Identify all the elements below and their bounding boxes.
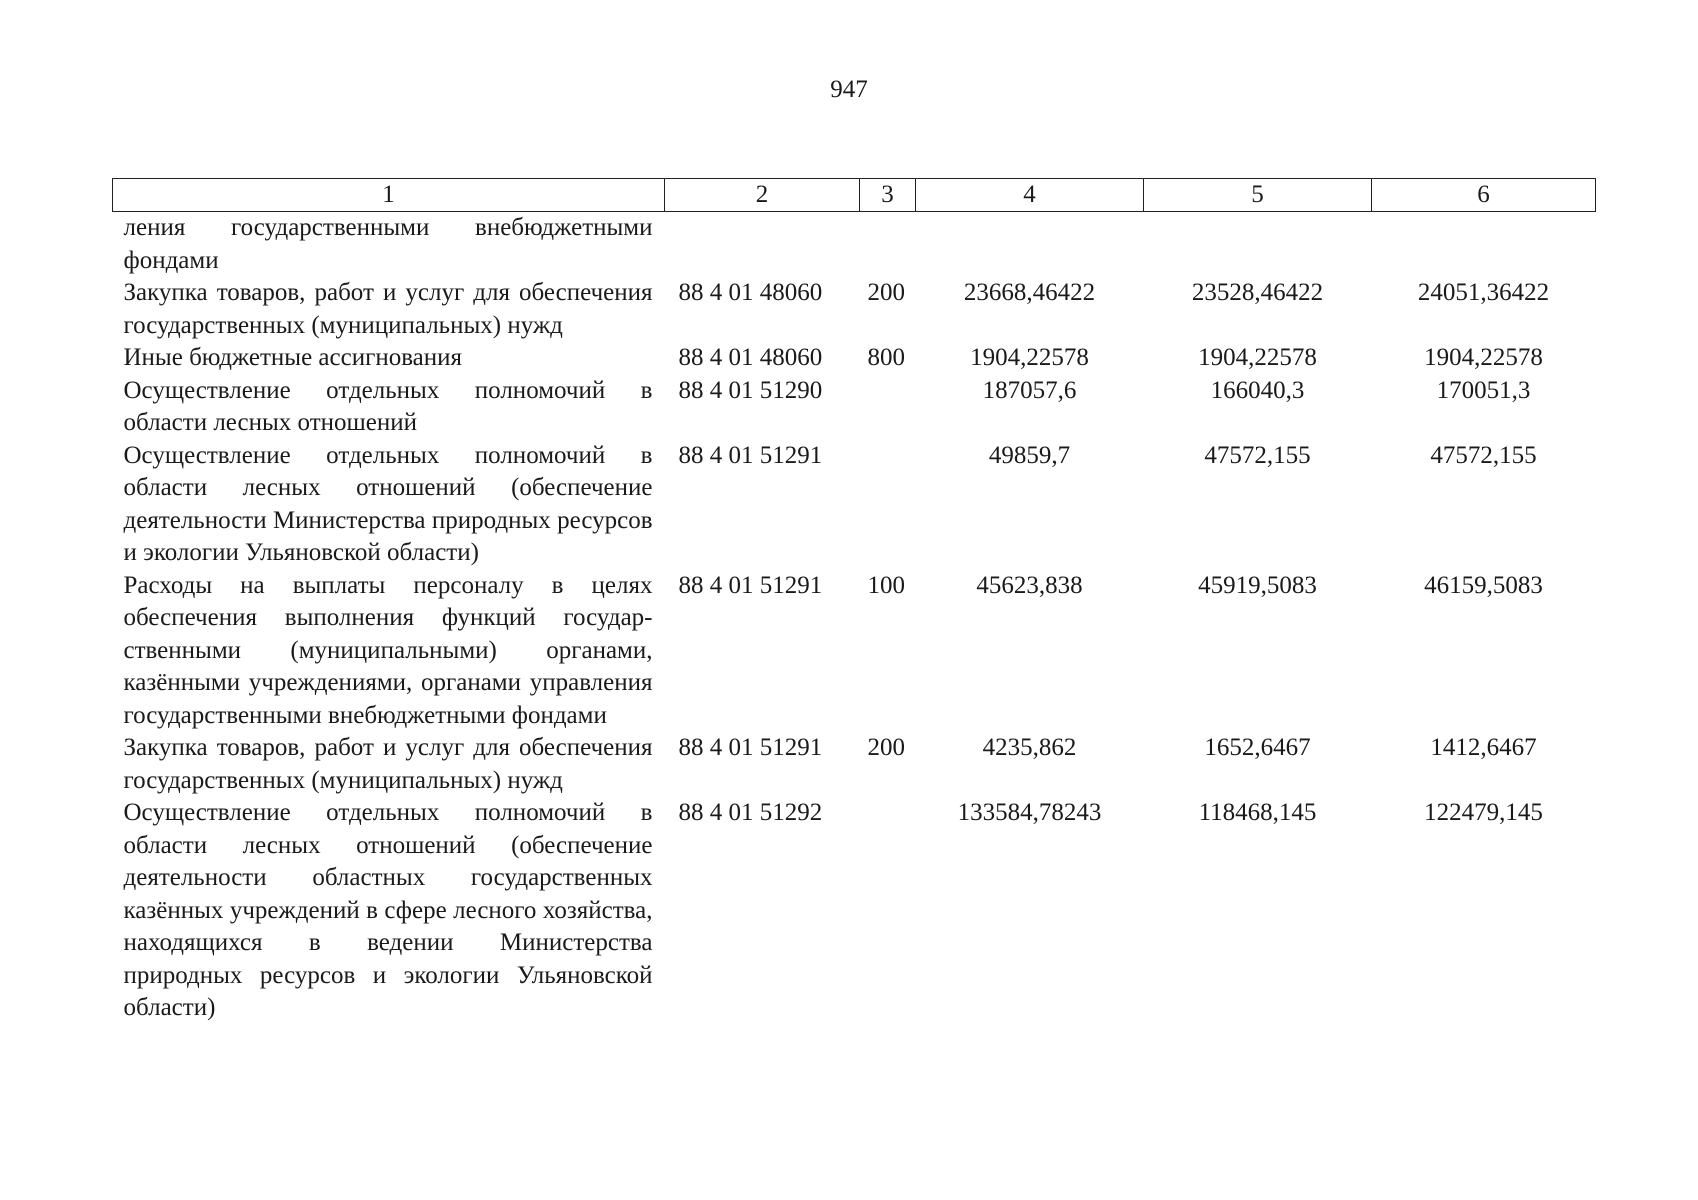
row-value-5: 166040,3: [1210, 376, 1305, 404]
table-row: [113, 342, 1596, 375]
row-code: 88 4 01 51291: [678, 734, 823, 761]
row-description: Осуществление отдельных полномочий в области лесных отношений: [123, 376, 653, 436]
column-header-1: 1: [113, 179, 665, 212]
table-row: [113, 212, 1596, 278]
row-expense-kind: [860, 440, 916, 570]
column-header-4: 4: [916, 179, 1144, 212]
row-value-5: 45919,5083: [1198, 571, 1317, 599]
row-expense-kind: 200: [867, 734, 905, 761]
column-header-3: 3: [860, 179, 916, 212]
row-code: 88 4 01 51291: [678, 571, 823, 599]
row-description: Закупка товаров, работ и услуг для обеспечения государственных (муниципальных) нужд: [123, 734, 653, 794]
row-description: ления государственными внебюджетными фондами: [123, 214, 653, 274]
row-value-5: 23528,46422: [1191, 279, 1324, 306]
row-value-4: 45623,838: [976, 571, 1083, 599]
row-expense-kind: 200: [867, 279, 905, 306]
row-description: Иные бюджетные ассигнования: [123, 344, 463, 371]
row-value-6: 122479,145: [1424, 799, 1543, 826]
table-row: [113, 797, 1596, 1025]
header-row: [113, 179, 1596, 212]
row-value-4: 23668,46422: [963, 279, 1096, 306]
row-value-6: 47572,155: [1430, 441, 1537, 469]
row-description: Осуществление отдельных полномочий в области лесных отношений (обеспечение деятельности областных государственных казённых учреждений в сфере лесного хозяйства, находящихся в ведении Министерства природных ресурсов и экологии Ульяновской области): [123, 799, 653, 1021]
row-value-6: 1412,6467: [1430, 734, 1537, 761]
row-code: 88 4 01 48060: [678, 344, 823, 371]
row-description: Расходы на выплаты персоналу в целях обеспечения выполнения функций государственными (муниципальными) органами, казёнными учреждениями, органами управления государственными внебюджетными фондами: [123, 571, 653, 729]
row-value-6: [1372, 212, 1596, 278]
row-code: 88 4 01 48060: [678, 279, 823, 306]
row-value-5: 47572,155: [1204, 441, 1311, 469]
column-header-6: 6: [1372, 179, 1596, 212]
row-value-6: 1904,22578: [1424, 344, 1543, 371]
row-description: Закупка товаров, работ и услуг для обеспечения государственных (муниципальных) нужд: [123, 279, 653, 339]
column-header-2: 2: [665, 179, 860, 212]
row-code: 88 4 01 51291: [678, 441, 823, 469]
table-row: [113, 732, 1596, 797]
row-value-4: 133584,78243: [957, 799, 1102, 826]
row-value-6: 24051,36422: [1417, 279, 1550, 306]
row-value-5: [1144, 212, 1372, 278]
row-code: [665, 212, 860, 278]
row-expense-kind: 100: [867, 571, 905, 599]
row-value-4: 1904,22578: [970, 344, 1089, 371]
row-code: 88 4 01 51292: [678, 799, 823, 826]
row-value-4: 49859,7: [988, 441, 1071, 469]
row-value-6: 46159,5083: [1424, 571, 1543, 599]
row-value-5: 1904,22578: [1198, 344, 1317, 371]
row-description: Осуществление отдельных полномочий в области лесных отношений (обеспечение деятельности Министерства природных ресурсов и экологии Ульяновской области): [123, 441, 653, 566]
row-value-4: [916, 212, 1144, 278]
row-expense-kind: 800: [867, 344, 905, 371]
row-value-6: 170051,3: [1436, 376, 1531, 404]
row-expense-kind: [860, 375, 916, 440]
row-value-5: 118468,145: [1198, 799, 1317, 826]
row-value-4: 187057,6: [982, 376, 1077, 404]
table-row: [113, 375, 1596, 440]
row-value-4: 4235,862: [982, 734, 1077, 761]
row-value-5: 1652,6467: [1204, 734, 1311, 761]
budget-table: [112, 178, 1596, 1025]
row-expense-kind: [860, 212, 916, 278]
row-code: 88 4 01 51290: [678, 376, 823, 404]
page-number: 947: [830, 76, 868, 103]
table-row: [113, 570, 1596, 733]
column-header-5: 5: [1144, 179, 1372, 212]
table-row: [113, 440, 1596, 570]
row-expense-kind: [860, 797, 916, 1025]
table-row: [113, 277, 1596, 342]
